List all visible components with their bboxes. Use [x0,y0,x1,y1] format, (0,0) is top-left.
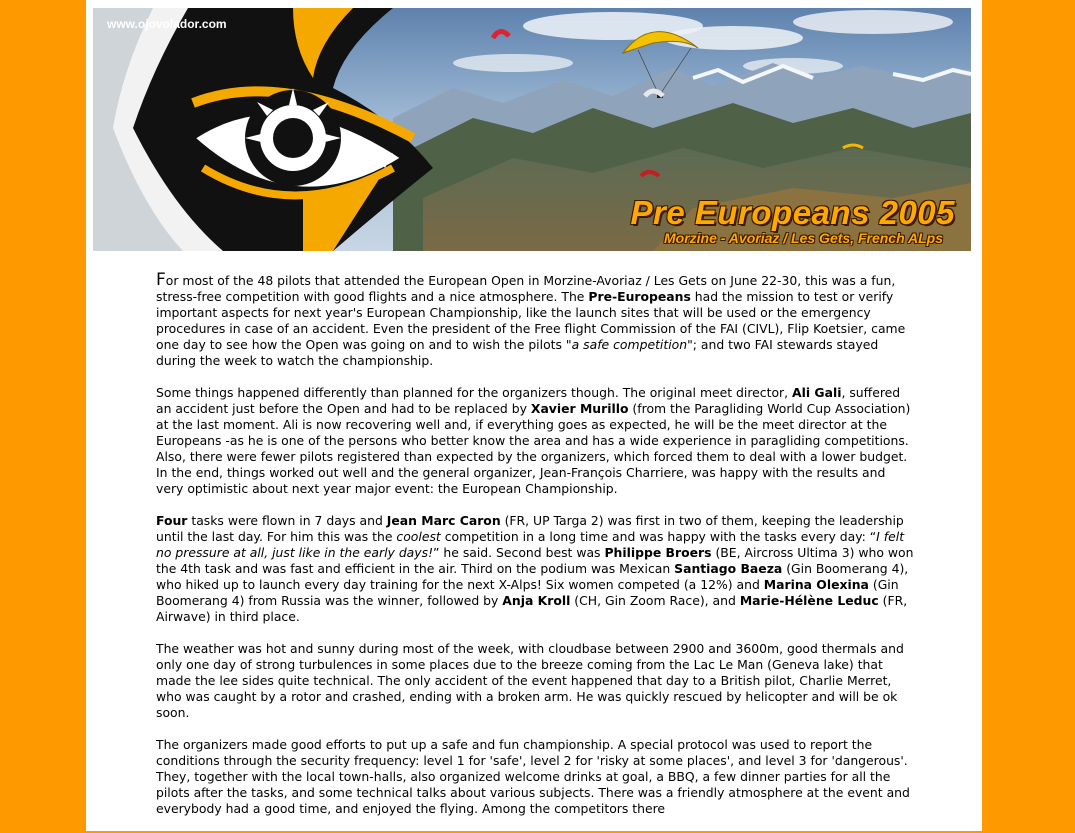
text-span: ” he said. Second best was [433,545,605,560]
text-span: , suffered an accident just before the Open and had to be replaced by [156,385,901,416]
page-container [86,0,982,831]
banner-subtitle: Morzine - Avoriaz / Les Gets, French ALps [663,230,943,246]
text-span: (Gin Boomerang 4), who hiked up to launch every day training for the next X-Alps! Six women competed (a 12%) and [156,561,909,592]
text-span: tasks were flown in 7 days and [187,513,387,528]
article-body [156,272,916,833]
bold-term: Pre-Europeans [588,289,691,304]
text-span: The weather was hot and sunny during most of the week, with cloudbase between 2900 and 3600m, good thermals and only one day of strong turbulences in some places due to the breeze coming from the Lac Le Man (Geneva lake) that made the lee sides quite technical. The only accident of the event happened that day to a British pilot, Charlie Merret, who was caught by a rotor and crashed, ending with a broken arm. He was quickly rescued by helicopter and will be ok soon. [156,641,904,720]
text-span: (FR, Airwave) in third place. [156,593,908,624]
text-span: Some things happened differently than planned for the organizers though. The original meet director, [156,385,793,400]
header-banner [93,8,971,251]
italic-quote: a safe competition [571,337,688,352]
text-span: The organizers made good efforts to put up a safe and fun championship. A special protocol was used to report the conditions through the security frequency: level 1 for 'safe', level 2 for 'risky at some places', and level 3 for 'dangerous'. They, together with the local town-halls, also organized welcome drinks at goal, a BBQ, a few dinner parties for all the pilots after the tasks, and some technical talks about various subjects. There was a friendly atmosphere at the event and everybody had a good time, and enjoyed the flying. Among the competitors there [156,737,910,816]
bold-name: Philippe Broers [604,545,712,560]
text-span: (FR, UP Targa 2) was first in two of them, keeping the leadership until the last day. For him this was the [156,513,904,544]
bold-name: Ali Gali [792,385,842,400]
banner-title: Pre Europeans 2005 [630,194,955,231]
article-paragraph-1 [156,272,916,369]
bold-term: Four [156,513,188,528]
site-url-watermark: www.ojovolador.com [107,17,227,31]
text-span: (Gin Boomerang 4) from Russia was the winner, followed by [156,577,899,608]
article-paragraph-3 [156,513,916,625]
article-paragraph-4 [156,641,916,721]
text-span: had the mission to test or verify important aspects for next year's European Championship, like the launch sites that will be used or the emergency procedures in case of an accident. Even the president of the Free flight Commission of the FAI (CIVL), Flip Koetsier, came one day to see how the Open was going on and to wish the pilots " [156,289,906,352]
drop-cap: F [156,270,166,290]
text-span: (BE, Aircross Ultima 3) who won the 4th task and was fast and efficient in the air. Third on the podium was Mexican [156,545,914,576]
text-span: (from the Paragliding World Cup Association) at the last moment. Ali is now recovering well and, if everything goes as expected, he will be the meet director at the Europeans -as he is one of the persons who better know the area and has a wide experience in paragliding competitions. Also, there were fewer pilots registered than expected by the organizers, which forced them to deal with a lower budget. In the end, things worked out well and the general organizer, Jean-François Charriere, was happy with the results and very optimistic about next year major event: the European Championship. [156,401,911,496]
italic-term: coolest [396,529,441,544]
text-span: or most of the 48 pilots that attended the European Open in Morzine-Avoriaz / Les Gets on June 22-30, this was a fun, stress-free competition with good flights and a nice atmosphere. The [156,273,896,304]
bold-name: Santiago Baeza [674,561,783,576]
article-paragraph-5 [156,737,916,817]
article-paragraph-2 [156,385,916,497]
italic-quote: I felt no pressure at all, just like in the early days! [156,529,905,560]
bold-name: Marina Olexina [763,577,869,592]
text-span: "; and two FAI stewards stayed during the week to watch the championship. [156,337,879,368]
bold-name: Anja Kroll [502,593,571,608]
bold-name: Xavier Murillo [530,401,629,416]
text-span: competition in a long time and was happy with the tasks every day: “ [440,529,877,544]
bold-name: Marie-Hélène Leduc [739,593,879,608]
bold-name: Jean Marc Caron [386,513,501,528]
text-span: (CH, Gin Zoom Race), and [570,593,740,608]
